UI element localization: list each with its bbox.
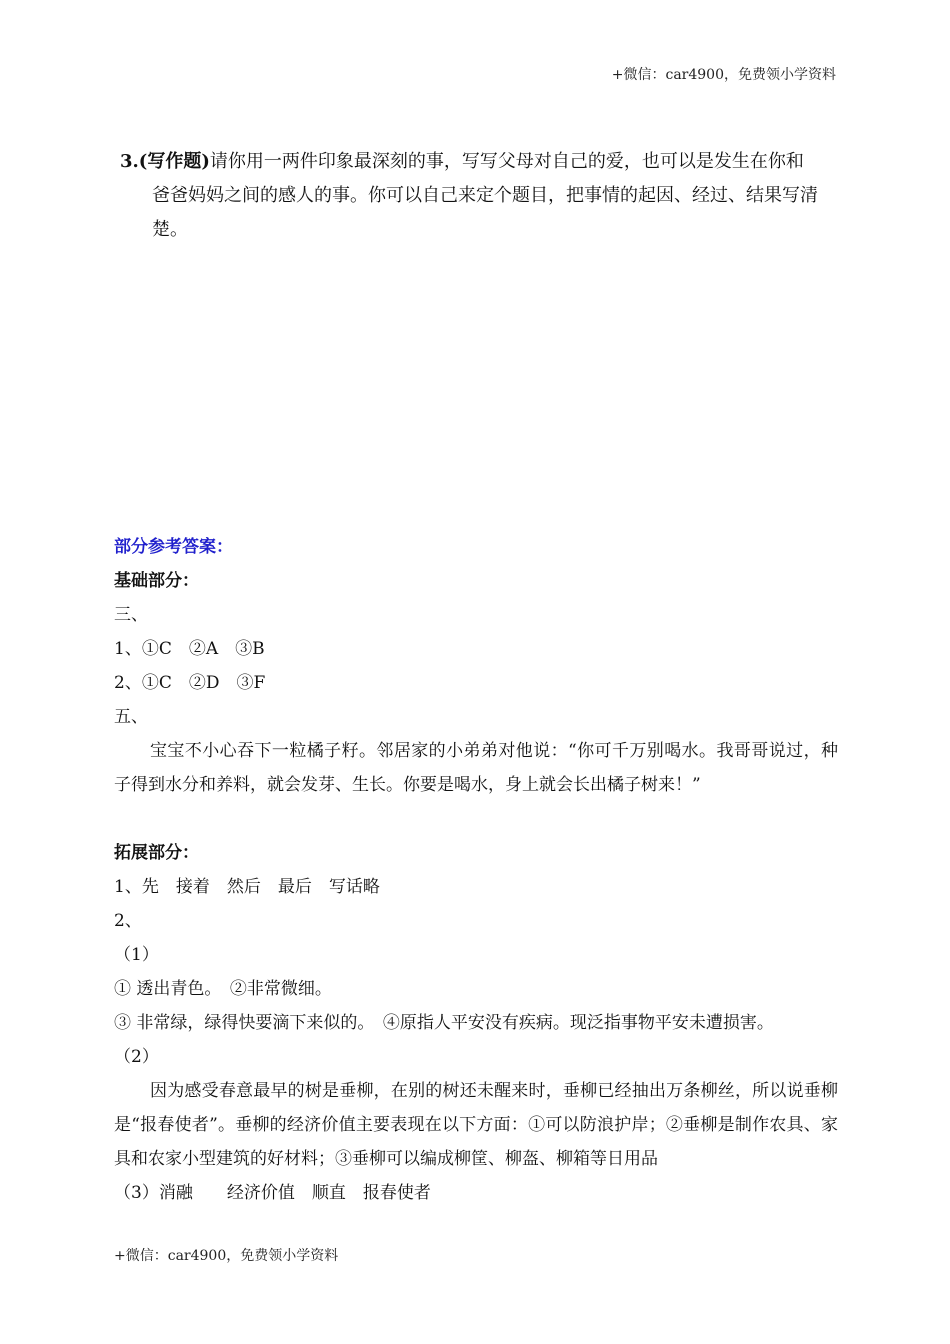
extended-sub-2-line-1: 因为感受春意最早的树是垂柳，在别的树还未醒来时，垂柳已经抽出万条柳丝，所以 [150, 1081, 787, 1101]
basic-section-title: 基础部分： [114, 571, 199, 591]
basic-section-3-label: 三、 [114, 605, 148, 625]
basic-answer-2: 2、①C ②D ③F [114, 673, 266, 693]
answer-section [114, 530, 838, 1210]
question-3 [120, 145, 838, 247]
extended-sub-3: （3）消融 经济价值 顺直 报春使者 [114, 1183, 431, 1203]
basic-paragraph-line-2: 过，种子得到水分和养料，就会发芽、生长。你要是喝水，身上就会长出橘子树来！” [114, 741, 838, 795]
extended-section-title: 拓展部分： [114, 843, 199, 863]
question-3-line-1 [120, 145, 838, 179]
extended-answer-1: 1、先 接着 然后 最后 写话略 [114, 877, 380, 897]
answers-title: 部分参考答案： [114, 537, 233, 557]
extended-sub-2-paragraph [114, 1074, 838, 1176]
extended-sub-1-line-1: ① 透出青色。 ②非常微细。 [114, 979, 332, 999]
question-3-line-3: 楚。 [152, 219, 188, 240]
extended-sub-2-label: （2） [114, 1047, 159, 1067]
question-3-line-2: 爸爸妈妈之间的感人的事。你可以自己来定个题目，把事情的起因、经过、结果写清 [152, 185, 818, 206]
extended-answer-2-label: 2、 [114, 911, 142, 931]
extended-sub-1-line-2: ③ 非常绿，绿得快要滴下来似的。 ④原指人平安没有疾病。现泛指事物平安未遭损害。 [114, 1013, 774, 1033]
spacer [114, 802, 838, 836]
basic-section-5-label: 五、 [114, 707, 148, 727]
question-number: 3. [120, 151, 139, 172]
basic-answer-paragraph [114, 734, 838, 802]
extended-sub-2-line-3: 是制作农具、家具和农家小型建筑的好材料；③垂柳可以编成柳筐、柳盔、柳箱等日用品 [114, 1115, 838, 1169]
footer-note: +微信：car4900，免费领小学资料 [114, 1248, 339, 1264]
header-note: +微信：car4900，免费领小学资料 [611, 67, 836, 83]
question-text-1: 请你用一两件印象最深刻的事，写写父母对自己的爱，也可以是发生在你和 [209, 151, 804, 172]
basic-answer-1: 1、①C ②A ③B [114, 639, 265, 659]
basic-paragraph-line-1: 宝宝不小心吞下一粒橘子籽。邻居家的小弟弟对他说：“你可千万别喝水。我哥哥说 [150, 741, 787, 761]
extended-sub-1-label: （1） [114, 945, 159, 965]
extended-sub-2-line-2: 说垂柳是“报春使者”。垂柳的经济价值主要表现在以下方面：①可以防浪护岸；②垂柳 [114, 1081, 839, 1135]
question-type-tag: (写作题) [138, 151, 210, 172]
